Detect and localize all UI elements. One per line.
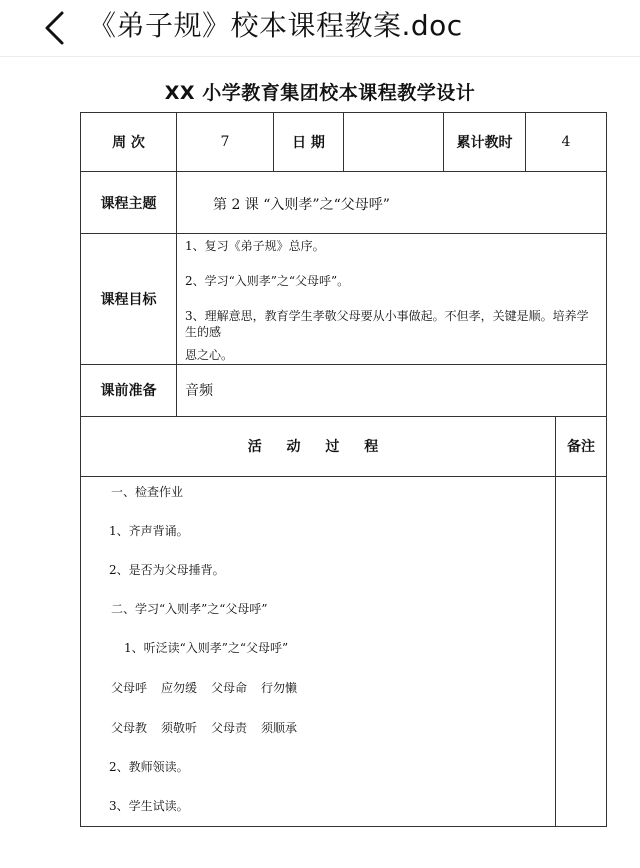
verse-word: 应勿缓 — [161, 680, 198, 695]
goal-item: 恩之心。 — [185, 348, 234, 363]
verse-line — [111, 679, 311, 696]
date-value — [344, 113, 444, 172]
week-label: 周 次 — [81, 113, 177, 172]
back-button[interactable] — [34, 8, 74, 48]
table-row — [81, 416, 607, 476]
topic-label: 课程主题 — [81, 172, 177, 234]
goal-item: 3、理解意思，教育学生孝敬父母要从小事做起。不但孝，关键是顺。培养学生的感 — [185, 308, 589, 340]
activity-line: 3、学生试读。 — [109, 798, 189, 813]
verse-word: 须敬听 — [161, 720, 198, 735]
goal-item: 2、学习“入则孝”之“父母呼”。 — [185, 273, 350, 288]
activity-body — [81, 476, 556, 826]
hours-label: 累计教时 — [444, 113, 526, 172]
activity-line: 1、听泛读“入则孝”之“父母呼” — [124, 640, 289, 655]
activity-line: 二、学习“入则孝”之“父母呼” — [111, 601, 268, 616]
table-row — [81, 364, 607, 416]
prep-value: 音频 — [177, 364, 607, 416]
activity-line: 一、检查作业 — [111, 484, 184, 499]
top-bar — [0, 0, 640, 57]
remark-header: 备注 — [556, 416, 607, 476]
activity-header: 活 动 过 程 — [81, 416, 556, 476]
table-row — [81, 172, 607, 234]
verse-word: 父母责 — [211, 720, 248, 735]
table-row — [81, 476, 607, 826]
chevron-left-icon — [43, 11, 65, 45]
document-title: 《弟子规》校本课程教案.doc — [88, 9, 463, 42]
goal-item: 1、复习《弟子规》总序。 — [185, 239, 325, 253]
activity-line: 2、是否为父母捶背。 — [109, 562, 225, 577]
verse-word: 父母呼 — [111, 680, 148, 695]
goals-label: 课程目标 — [81, 234, 177, 365]
week-value: 7 — [177, 113, 274, 172]
activity-line: 1、齐声背诵。 — [109, 523, 189, 538]
verse-word: 须顺承 — [261, 720, 298, 735]
verse-word: 行勿懒 — [261, 680, 298, 695]
prep-label: 课前准备 — [81, 364, 177, 416]
table-row — [81, 234, 607, 365]
activity-line: 2、教师领读。 — [109, 759, 189, 774]
page-heading: XX 小学教育集团校本课程教学设计 — [164, 82, 476, 104]
verse-word: 父母教 — [111, 720, 148, 735]
date-label: 日 期 — [274, 113, 344, 172]
verse-word: 父母命 — [211, 680, 248, 695]
table-row — [81, 113, 607, 172]
goals-content — [177, 234, 607, 365]
remark-cell — [556, 476, 607, 826]
topic-value: 第 2 课 “入则孝”之“父母呼” — [177, 172, 607, 234]
lesson-plan-table — [80, 112, 607, 827]
hours-value: 4 — [526, 113, 607, 172]
verse-line — [111, 719, 311, 736]
